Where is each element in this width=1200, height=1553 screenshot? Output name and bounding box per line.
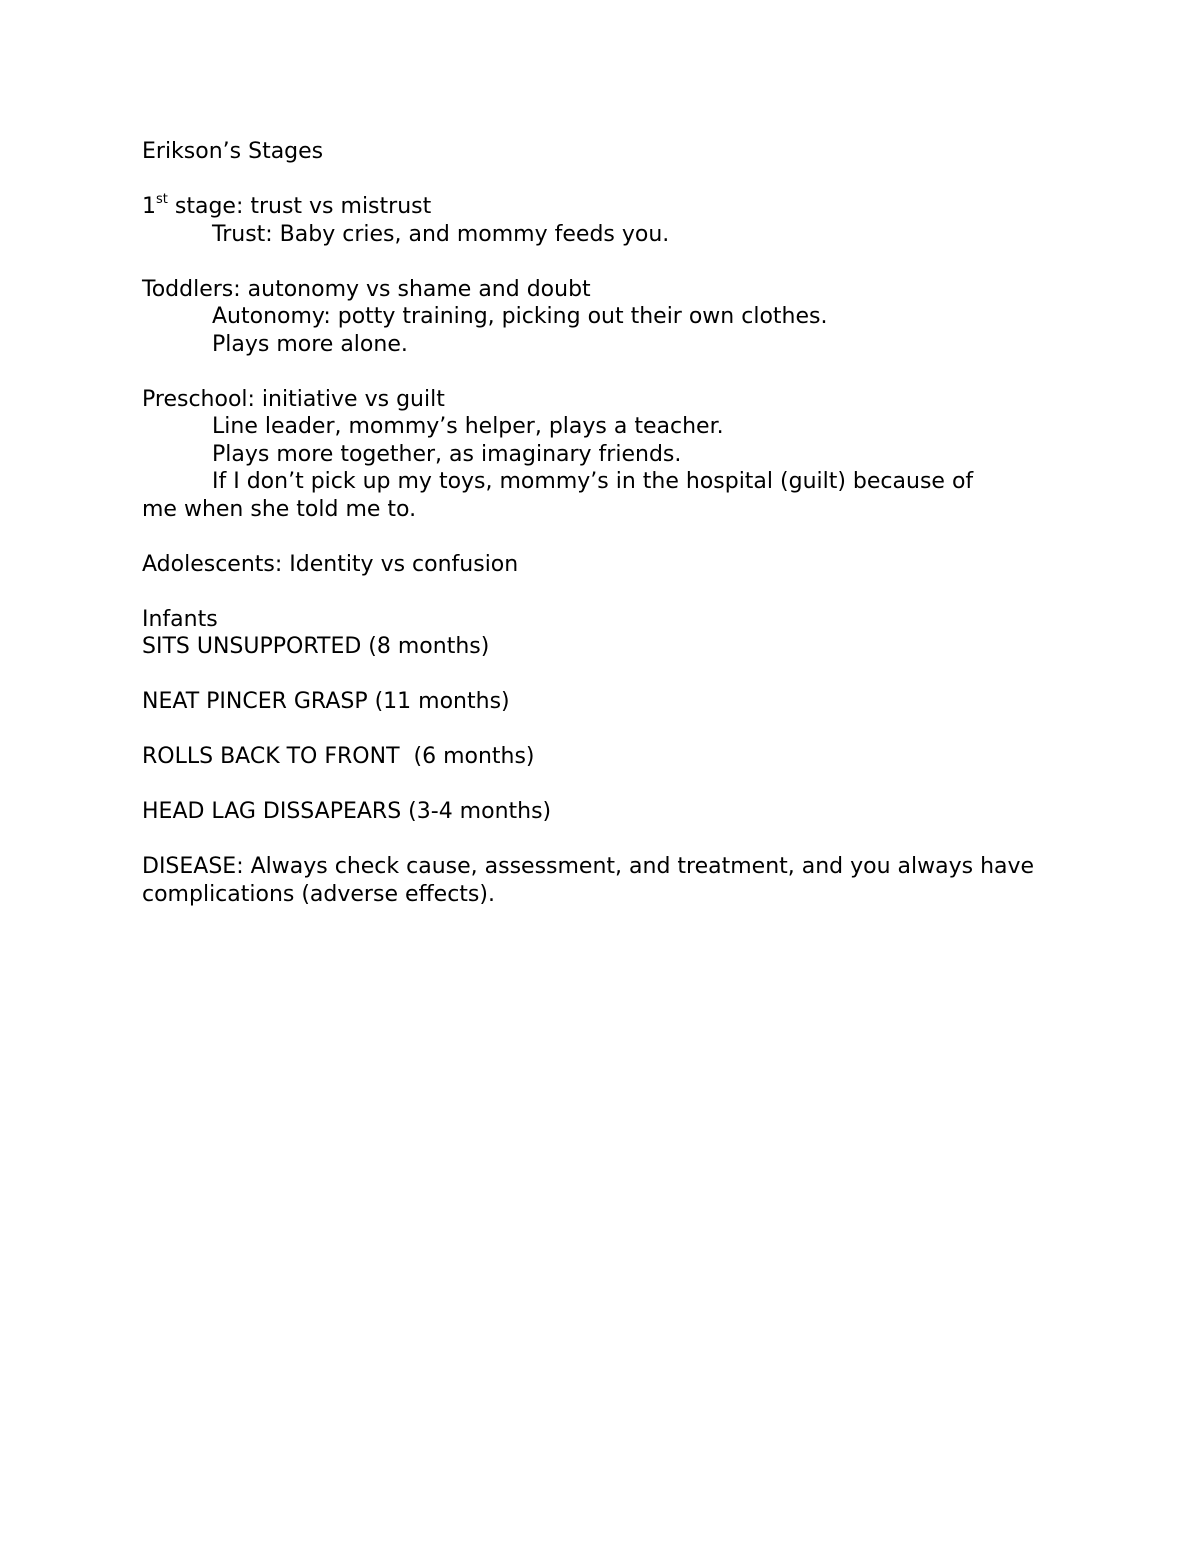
infant-milestone: HEAD LAG DISSAPEARS (3-4 months) — [142, 799, 552, 824]
spacer — [142, 166, 1042, 194]
infant-milestone: SITS UNSUPPORTED (8 months) — [142, 634, 490, 659]
adolescents-heading: Adolescents: Identity vs confusion — [142, 551, 519, 577]
stage1-detail: Trust: Baby cries, and mommy feeds you. — [212, 221, 670, 247]
spacer — [142, 358, 1042, 386]
preschool-detail: Line leader, mommy’s helper, plays a teacher. — [212, 414, 724, 439]
document-body — [142, 138, 1042, 908]
infant-milestone: ROLLS BACK TO FRONT (6 months) — [142, 744, 535, 769]
spacer — [142, 771, 1042, 799]
stage1-heading-number: 1 — [142, 194, 156, 219]
stage1-heading — [142, 193, 1042, 221]
document-title: Erikson’s Stages — [142, 139, 324, 164]
preschool-heading: Preschool: initiative vs guilt — [142, 386, 445, 412]
preschool-detail-continuation: me when she told me to. — [142, 496, 417, 522]
spacer — [142, 826, 1042, 854]
spacer — [142, 248, 1042, 276]
toddlers-detail: Plays more alone. — [212, 331, 408, 357]
infant-milestone: NEAT PINCER GRASP (11 months) — [142, 689, 510, 714]
stage1-heading-text: stage: trust vs mistrust — [167, 194, 432, 219]
disease-note: DISEASE: Always check cause, assessment, and treatment, and you always have complications (adverse effects). — [142, 854, 1035, 907]
preschool-detail: If I don’t pick up my toys, mommy’s in the hospital (guilt) because of — [212, 469, 974, 494]
spacer — [142, 716, 1042, 744]
stage1-heading-superscript: st — [156, 191, 168, 207]
toddlers-heading: Toddlers: autonomy vs shame and doubt — [142, 276, 591, 302]
preschool-detail: Plays more together, as imaginary friends. — [212, 441, 682, 467]
infants-heading: Infants — [142, 606, 218, 632]
spacer — [142, 523, 1042, 551]
spacer — [142, 661, 1042, 689]
toddlers-detail: Autonomy: potty training, picking out their own clothes. — [212, 304, 828, 329]
spacer — [142, 578, 1042, 606]
